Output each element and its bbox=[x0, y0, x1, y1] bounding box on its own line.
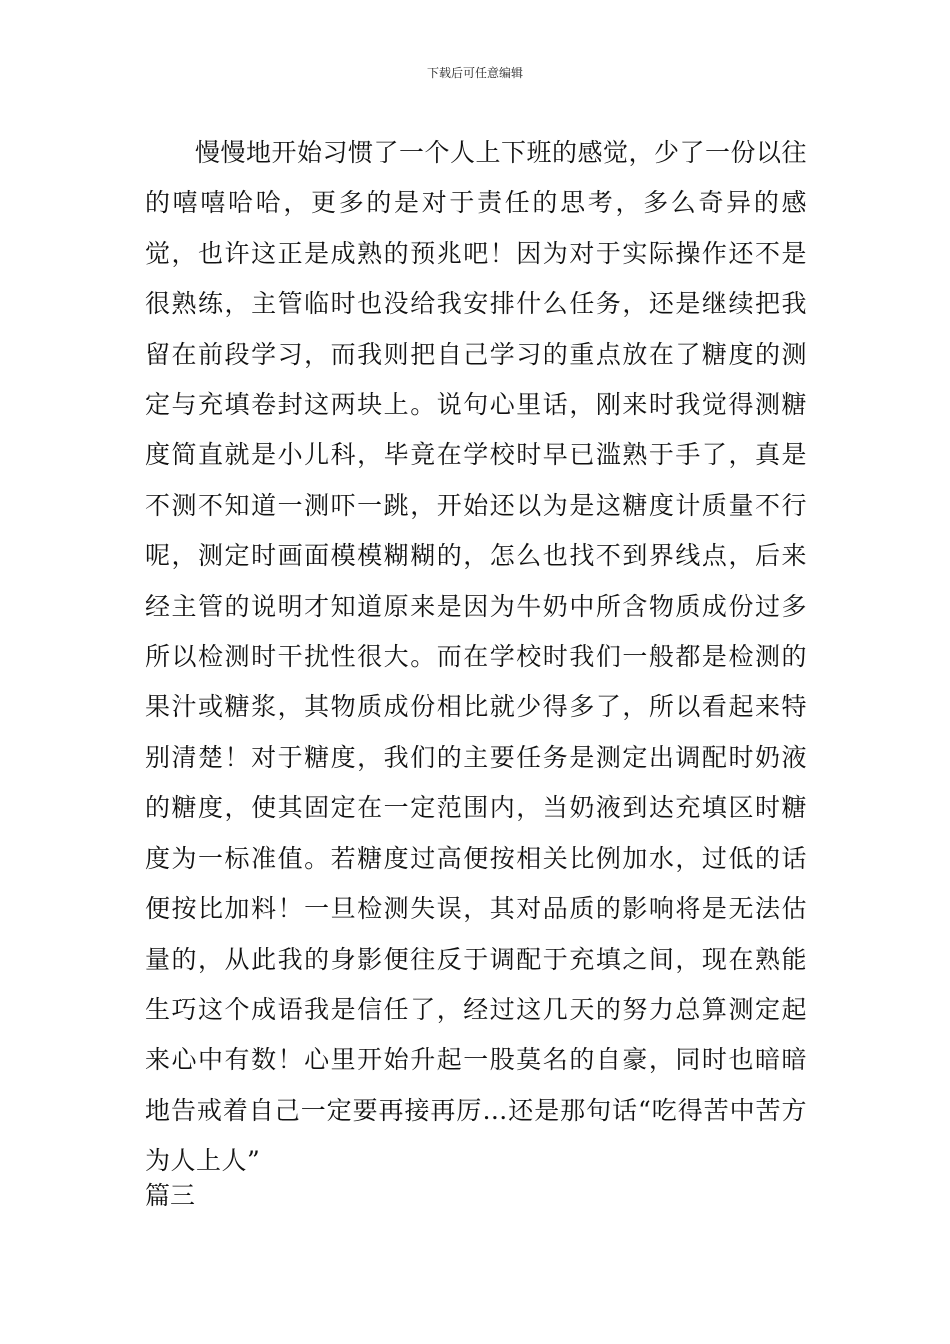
page-header-note: 下载后可任意编辑 bbox=[426, 66, 523, 80]
section-heading: 篇三 bbox=[145, 1181, 196, 1210]
body-paragraph: 慢慢地开始习惯了一个人上下班的感觉，少了一份以往的嘻嘻哈哈，更多的是对于责任的思考，多么奇异的感觉，也许这正是成熟的预兆吧！因为对于实际操作还不是很熟练，主管临时也没给我安排什么任务，还是继续把我留在前段学习，而我则把自己学习的重点放在了糖度的测定与充填卷封这两块上。说句心里话，刚来时我觉得测糖度简直就是小儿科，毕竟在学校时早已滥熟于手了，真是不测不知道一测吓一跳，开始还以为是这糖度计质量不行呢，测定时画面模模糊糊的，怎么也找不到界线点，后来经主管的说明才知道原来是因为牛奶中所含物质成份过多所以检测时干扰性很大。而在学校时我们一般都是检测的果汁或糖浆，其物质成份相比就少得多了，所以看起来特别清楚！对于糖度，我们的主要任务是测定出调配时奶液的糖度，使其固定在一定范围内，当奶液到达充填区时糖度为一标准值。若糖度过高便按相关比例加水，过低的话便按比加料！一旦检测失误，其对品质的影响将是无法估量的，从此我的身影便往反于调配于充填之间，现在熟能生巧这个成语我是信任了，经过这几天的努力总算测定起来心中有数！心里开始升起一股莫名的自豪，同时也暗暗地告戒着自己一定要再接再厉…还是那句话“吃得苦中苦方为人上人” bbox=[145, 138, 808, 1176]
